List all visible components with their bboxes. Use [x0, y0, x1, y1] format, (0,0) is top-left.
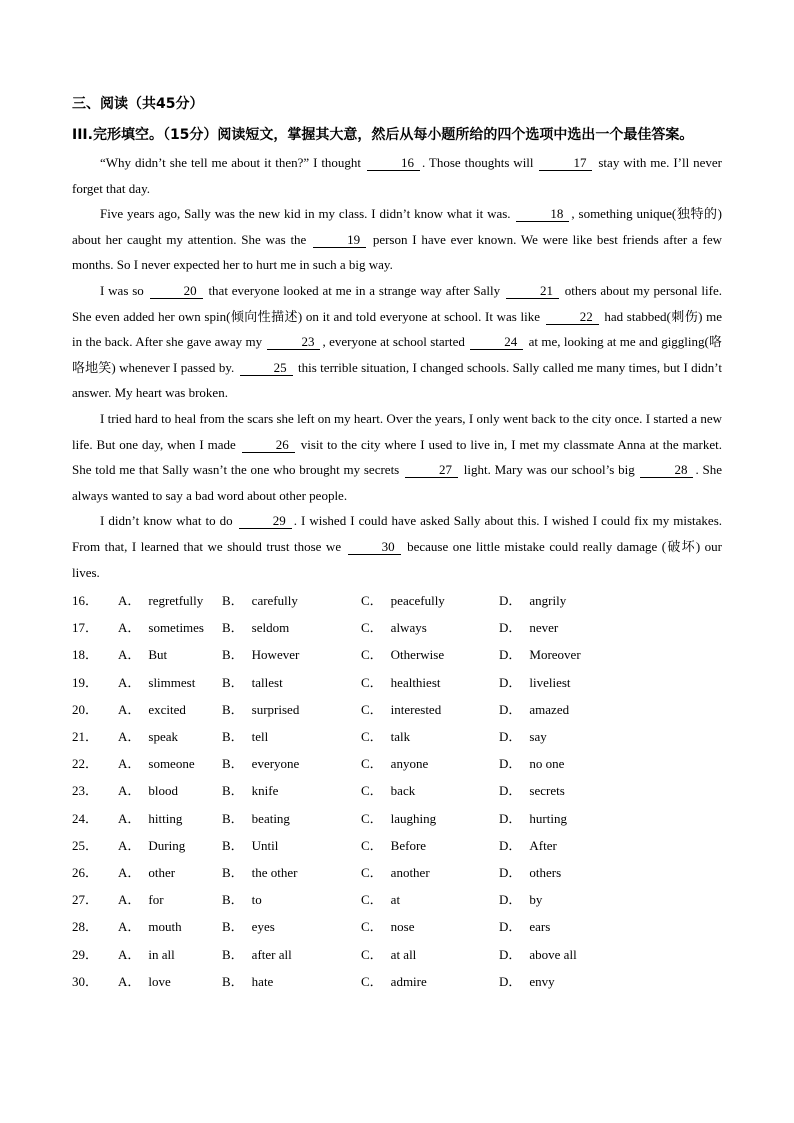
- option-text: love: [148, 973, 171, 989]
- option-text: envy: [529, 973, 555, 989]
- option-letter: B．: [222, 729, 244, 745]
- option-text: back: [390, 783, 416, 799]
- question-row: [72, 777, 722, 804]
- option-text: excited: [148, 701, 186, 717]
- question-number: 30．: [72, 973, 99, 989]
- option-text: seldom: [251, 620, 290, 636]
- option-text: Moreover: [529, 647, 581, 663]
- option-text: after all: [251, 946, 292, 962]
- blank-26: 26: [242, 438, 295, 453]
- option-text: to: [251, 892, 262, 908]
- option-letter: A．: [118, 892, 141, 908]
- option-letter: D．: [499, 674, 522, 690]
- question-number: 23．: [72, 783, 99, 799]
- question-options-list: [72, 587, 722, 995]
- option-b[interactable]: [222, 968, 361, 995]
- option-b[interactable]: [222, 750, 361, 777]
- option-letter: A．: [118, 620, 141, 636]
- option-letter: D．: [499, 892, 522, 908]
- question-row: [72, 669, 722, 696]
- option-b[interactable]: [222, 614, 361, 641]
- option-text: secrets: [529, 783, 565, 799]
- option-text: Before: [390, 837, 427, 853]
- blank-21: 21: [506, 284, 559, 299]
- option-a[interactable]: [118, 750, 222, 777]
- passage-text: “Why didn’t she tell me about it then?” I thought: [100, 155, 365, 170]
- option-text: Otherwise: [390, 647, 445, 663]
- option-letter: C．: [361, 701, 383, 717]
- option-b[interactable]: [222, 832, 361, 859]
- question-row: [72, 587, 722, 614]
- option-b[interactable]: [222, 886, 361, 913]
- option-text: knife: [251, 783, 279, 799]
- option-c[interactable]: [361, 587, 499, 614]
- option-letter: A．: [118, 864, 141, 880]
- option-b[interactable]: [222, 669, 361, 696]
- blank-23: 23: [267, 335, 320, 350]
- option-text: tell: [251, 729, 269, 745]
- option-letter: A．: [118, 701, 141, 717]
- question-row: [72, 723, 722, 750]
- option-text: tallest: [251, 674, 283, 690]
- question-number: 16．: [72, 593, 99, 609]
- option-d[interactable]: [499, 859, 619, 886]
- option-text: at all: [390, 946, 417, 962]
- option-letter: D．: [499, 647, 522, 663]
- option-letter: B．: [222, 647, 244, 663]
- option-a[interactable]: [118, 941, 222, 968]
- option-b[interactable]: [222, 913, 361, 940]
- option-letter: C．: [361, 919, 383, 935]
- question-number: 29．: [72, 946, 99, 962]
- cloze-instructions: III.完形填空。（15分）阅读短文，掌握其大意，然后从每小题所给的四个选项中选出一个最佳答案。: [72, 127, 694, 143]
- question-number: 25．: [72, 837, 99, 853]
- question-row: [72, 941, 722, 968]
- option-c[interactable]: [361, 941, 499, 968]
- blank-28: 28: [640, 463, 693, 478]
- option-d[interactable]: [499, 669, 619, 696]
- blank-30: 30: [348, 540, 401, 555]
- passage-paragraph: [72, 201, 722, 278]
- option-letter: D．: [499, 620, 522, 636]
- option-text: beating: [251, 810, 290, 826]
- blank-22: 22: [546, 310, 599, 325]
- option-letter: A．: [118, 783, 141, 799]
- option-text: someone: [148, 756, 195, 772]
- option-text: above all: [529, 946, 577, 962]
- blank-20: 20: [150, 284, 203, 299]
- option-b[interactable]: [222, 941, 361, 968]
- option-text: slimmest: [148, 674, 196, 690]
- option-text: After: [529, 837, 557, 853]
- option-a[interactable]: [118, 913, 222, 940]
- option-letter: C．: [361, 593, 383, 609]
- option-text: never: [529, 620, 559, 636]
- question-row: [72, 968, 722, 995]
- blank-17: 17: [539, 156, 592, 171]
- passage-text: that everyone looked at me in a strange way after Sally: [204, 282, 504, 298]
- option-c[interactable]: [361, 750, 499, 777]
- option-letter: A．: [118, 647, 141, 663]
- option-b[interactable]: [222, 723, 361, 750]
- option-text: amazed: [529, 701, 570, 717]
- option-c[interactable]: [361, 968, 499, 995]
- option-d[interactable]: [499, 777, 619, 804]
- passage-text: others about my personal life. She even added her own spin(倾向性描述) on it and told everyone at school. It was like: [72, 282, 722, 324]
- passage-text: . Those thoughts will: [421, 155, 538, 170]
- question-number: 27．: [72, 892, 99, 908]
- option-letter: C．: [361, 674, 383, 690]
- option-letter: C．: [361, 729, 383, 745]
- option-text: carefully: [251, 593, 298, 609]
- passage-text: I tried hard to heal from the scars she left on my heart. Over the years, I only went back to the city once. I started a new life. But one day, when I made: [72, 410, 722, 452]
- option-c[interactable]: [361, 913, 499, 940]
- option-text: everyone: [251, 756, 300, 772]
- option-letter: D．: [499, 973, 522, 989]
- passage-text: had stabbed(刺伤) me in the back. After she gave away my: [72, 308, 722, 350]
- option-text: at: [390, 892, 401, 908]
- question-row: [72, 805, 722, 832]
- option-d[interactable]: [499, 832, 619, 859]
- blank-29: 29: [239, 514, 292, 529]
- option-text: talk: [390, 729, 411, 745]
- option-d[interactable]: [499, 641, 619, 668]
- option-letter: C．: [361, 946, 383, 962]
- option-letter: C．: [361, 864, 383, 880]
- option-b[interactable]: [222, 587, 361, 614]
- option-text: regretfully: [148, 593, 204, 609]
- passage-text: Five years ago, Sally was the new kid in my class. I didn’t know what it was.: [100, 206, 515, 222]
- question-number: 22．: [72, 756, 99, 772]
- option-text: by: [529, 892, 543, 908]
- option-text: hurting: [529, 810, 567, 826]
- option-text: surprised: [251, 701, 300, 717]
- option-letter: D．: [499, 864, 522, 880]
- option-text: in all: [148, 946, 175, 962]
- option-d[interactable]: [499, 750, 619, 777]
- question-row: [72, 859, 722, 886]
- option-text: sometimes: [148, 620, 204, 636]
- question-row: [72, 886, 722, 913]
- option-text: other: [148, 864, 176, 880]
- option-text: for: [148, 892, 164, 908]
- option-letter: A．: [118, 946, 141, 962]
- option-text: peacefully: [390, 593, 445, 609]
- question-row: [72, 696, 722, 723]
- passage-text: . I wished I could have asked Sally about this. I wished I could fix my mistakes. From that, I learned that we should trust those we: [72, 513, 723, 554]
- blank-16: 16: [367, 156, 420, 171]
- question-number: 26．: [72, 864, 99, 880]
- option-letter: D．: [499, 837, 522, 853]
- option-c[interactable]: [361, 641, 499, 668]
- option-text: nose: [390, 919, 415, 935]
- option-letter: D．: [499, 919, 522, 935]
- option-a[interactable]: [118, 587, 222, 614]
- option-c[interactable]: [361, 859, 499, 886]
- option-letter: C．: [361, 892, 383, 908]
- option-letter: C．: [361, 647, 383, 663]
- option-letter: B．: [222, 593, 244, 609]
- option-letter: B．: [222, 810, 244, 826]
- option-letter: A．: [118, 919, 141, 935]
- option-text: mouth: [148, 919, 182, 935]
- option-a[interactable]: [118, 886, 222, 913]
- option-letter: D．: [499, 756, 522, 772]
- option-c[interactable]: [361, 669, 499, 696]
- question-number: 24．: [72, 810, 99, 826]
- option-d[interactable]: [499, 696, 619, 723]
- option-letter: D．: [499, 593, 522, 609]
- option-text: hitting: [148, 810, 183, 826]
- blank-27: 27: [405, 463, 458, 478]
- option-text: laughing: [390, 810, 437, 826]
- option-d[interactable]: [499, 941, 619, 968]
- option-text: However: [251, 647, 300, 663]
- blank-18: 18: [516, 207, 569, 222]
- option-letter: A．: [118, 810, 141, 826]
- option-a[interactable]: [118, 723, 222, 750]
- option-letter: C．: [361, 783, 383, 799]
- option-d[interactable]: [499, 913, 619, 940]
- passage-text: person I have ever known. We were like best friends after a few months. So I never expected her to hurt me in such a big way.: [72, 231, 722, 273]
- option-letter: C．: [361, 620, 383, 636]
- question-number: 21．: [72, 729, 99, 745]
- question-row: [72, 913, 722, 940]
- question-row: [72, 641, 722, 668]
- option-a[interactable]: [118, 859, 222, 886]
- option-text: liveliest: [529, 674, 571, 690]
- option-text: others: [529, 864, 562, 880]
- option-letter: C．: [361, 810, 383, 826]
- passage-text: . She always wanted to say a bad word about other people.: [72, 462, 723, 503]
- option-letter: A．: [118, 973, 141, 989]
- option-a[interactable]: [118, 696, 222, 723]
- option-c[interactable]: [361, 805, 499, 832]
- option-text: During: [148, 837, 186, 853]
- question-row: [72, 832, 722, 859]
- option-c[interactable]: [361, 832, 499, 859]
- document-page: [72, 94, 722, 995]
- option-letter: D．: [499, 701, 522, 717]
- option-text: speak: [148, 729, 178, 745]
- option-letter: D．: [499, 729, 522, 745]
- option-a[interactable]: [118, 641, 222, 668]
- option-letter: C．: [361, 837, 383, 853]
- option-text: the other: [251, 864, 298, 880]
- question-number: 20．: [72, 701, 99, 717]
- option-letter: B．: [222, 919, 244, 935]
- option-text: say: [529, 729, 547, 745]
- option-letter: A．: [118, 729, 141, 745]
- option-letter: B．: [222, 620, 244, 636]
- passage-text: because one little mistake could really damage (破坏) our lives.: [72, 538, 723, 580]
- option-letter: B．: [222, 701, 244, 717]
- passage-text: light. Mary was our school’s big: [460, 462, 639, 478]
- option-a[interactable]: [118, 777, 222, 804]
- option-text: interested: [390, 701, 442, 717]
- option-text: eyes: [251, 919, 275, 935]
- option-a[interactable]: [118, 968, 222, 995]
- option-text: blood: [148, 783, 179, 799]
- option-letter: D．: [499, 783, 522, 799]
- option-letter: A．: [118, 756, 141, 772]
- option-b[interactable]: [222, 641, 361, 668]
- option-c[interactable]: [361, 886, 499, 913]
- option-text: healthiest: [390, 674, 441, 690]
- blank-25: 25: [240, 361, 293, 376]
- option-text: But: [148, 647, 168, 663]
- section-title: 三、阅读（共45分）: [72, 96, 204, 112]
- option-letter: B．: [222, 973, 244, 989]
- option-letter: A．: [118, 593, 141, 609]
- option-text: another: [390, 864, 430, 880]
- option-letter: B．: [222, 946, 244, 962]
- option-text: anyone: [390, 756, 429, 772]
- option-a[interactable]: [118, 832, 222, 859]
- cloze-passage: [72, 150, 722, 585]
- option-d[interactable]: [499, 805, 619, 832]
- option-d[interactable]: [499, 587, 619, 614]
- option-letter: B．: [222, 864, 244, 880]
- option-c[interactable]: [361, 614, 499, 641]
- option-text: Until: [251, 837, 279, 853]
- option-letter: B．: [222, 783, 244, 799]
- option-d[interactable]: [499, 723, 619, 750]
- option-letter: B．: [222, 837, 244, 853]
- option-d[interactable]: [499, 886, 619, 913]
- passage-paragraph: [72, 406, 722, 508]
- option-letter: C．: [361, 973, 383, 989]
- question-number: 19．: [72, 674, 99, 690]
- blank-19: 19: [313, 233, 366, 248]
- passage-text: I was so: [100, 282, 148, 298]
- option-b[interactable]: [222, 696, 361, 723]
- option-b[interactable]: [222, 859, 361, 886]
- option-letter: B．: [222, 756, 244, 772]
- passage-text: at me, looking at me and giggling(咯咯地笑) whenever I passed by.: [72, 334, 722, 375]
- option-text: hate: [251, 973, 274, 989]
- option-letter: B．: [222, 892, 244, 908]
- option-text: admire: [390, 973, 427, 989]
- option-letter: C．: [361, 756, 383, 772]
- option-a[interactable]: [118, 614, 222, 641]
- option-d[interactable]: [499, 614, 619, 641]
- option-letter: B．: [222, 674, 244, 690]
- passage-text: this terrible situation, I changed schools. Sally called me many times, but I didn’t answer. My heart was broken.: [72, 359, 723, 401]
- option-b[interactable]: [222, 805, 361, 832]
- option-letter: A．: [118, 837, 141, 853]
- option-a[interactable]: [118, 669, 222, 696]
- option-c[interactable]: [361, 696, 499, 723]
- option-text: angrily: [529, 593, 567, 609]
- passage-text: , something unique(独特的) about her caught my attention. She was the: [72, 206, 722, 247]
- option-d[interactable]: [499, 968, 619, 995]
- option-b[interactable]: [222, 777, 361, 804]
- passage-text: visit to the city where I used to live in, I met my classmate Anna at the market. She told me that Sally wasn’t the one who brought my secrets: [72, 436, 723, 478]
- option-c[interactable]: [361, 777, 499, 804]
- passage-text: I didn’t know what to do: [100, 513, 237, 529]
- passage-paragraph: [72, 278, 722, 406]
- passage-text: stay with me. I’ll never forget that day.: [72, 155, 722, 196]
- option-a[interactable]: [118, 805, 222, 832]
- option-text: ears: [529, 919, 551, 935]
- passage-text: , everyone at school started: [322, 334, 469, 350]
- question-number: 17．: [72, 620, 99, 636]
- question-number: 28．: [72, 919, 99, 935]
- option-c[interactable]: [361, 723, 499, 750]
- passage-paragraph: [72, 150, 722, 201]
- option-text: always: [390, 620, 427, 636]
- option-letter: D．: [499, 810, 522, 826]
- question-row: [72, 750, 722, 777]
- question-row: [72, 614, 722, 641]
- passage-paragraph: [72, 508, 722, 585]
- option-letter: D．: [499, 946, 522, 962]
- question-number: 18．: [72, 647, 99, 663]
- option-text: no one: [529, 756, 565, 772]
- blank-24: 24: [470, 335, 523, 350]
- option-letter: A．: [118, 674, 141, 690]
